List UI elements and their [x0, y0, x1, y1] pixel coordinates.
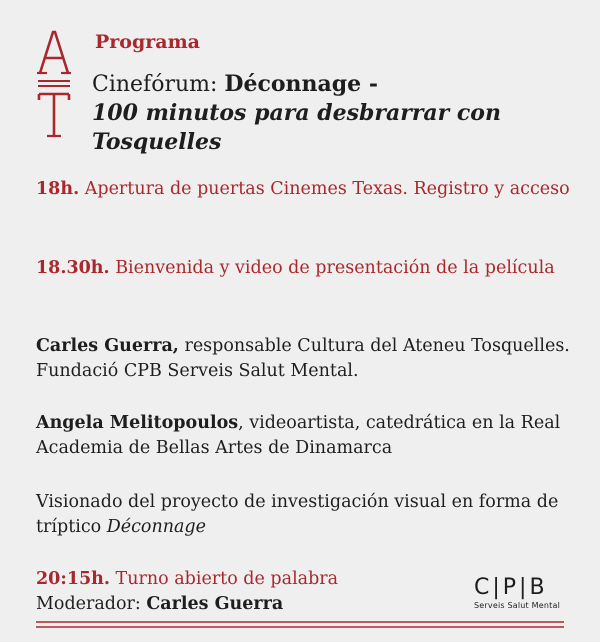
- title-prefix: Cinefórum:: [92, 72, 225, 97]
- ateneu-logo: [36, 28, 72, 143]
- schedule-time: 18h.: [36, 179, 80, 199]
- moderator-name: Carles Guerra: [146, 593, 284, 614]
- speaker-role: , videoartista, catedrática en la Real Academia de Bellas Artes de Dinamarca: [36, 413, 561, 458]
- film-subtitle-line2: Tosquelles: [92, 129, 222, 155]
- schedule-item-welcome: [36, 256, 576, 281]
- film-title: Déconnage -: [224, 71, 378, 97]
- speaker-name: Angela Melitopoulos: [36, 413, 239, 433]
- bottom-rule: [36, 620, 564, 630]
- schedule-text: Bienvenida y video de presentación de la película: [109, 258, 555, 278]
- closing-line: [36, 569, 338, 589]
- schedule-text: Apertura de puertas Cinemes Texas. Registro y acceso: [79, 179, 570, 199]
- cpb-letters: C|P|B: [474, 575, 548, 600]
- schedule-time: 20:15h.: [36, 569, 110, 589]
- schedule-time: 18.30h.: [36, 258, 110, 278]
- schedule-text: Turno abierto de palabra: [109, 569, 339, 589]
- schedule-item-opening: [36, 177, 576, 202]
- cpb-logo: [474, 576, 564, 616]
- film-subtitle-line1: 100 minutos para desbrarrar con: [92, 100, 501, 126]
- speaker-role: responsable Cultura del Ateneu Tosquelles. Fundació CPB Serveis Salut Mental.: [36, 336, 570, 381]
- section-heading: Programa: [95, 31, 200, 53]
- event-title: [92, 70, 562, 157]
- speaker-name: Carles Guerra,: [36, 336, 179, 356]
- screening-description: [36, 490, 576, 539]
- screening-text: Visionado del proyecto de investigación visual en forma de tríptico: [36, 492, 559, 537]
- screening-title: Déconnage: [106, 516, 206, 537]
- cpb-subtitle: Serveis Salut Mental: [474, 601, 560, 610]
- moderator-label: Moderador:: [36, 593, 147, 614]
- speaker-angela-melitopoulos: [36, 411, 576, 460]
- speaker-carles-guerra: [36, 334, 576, 383]
